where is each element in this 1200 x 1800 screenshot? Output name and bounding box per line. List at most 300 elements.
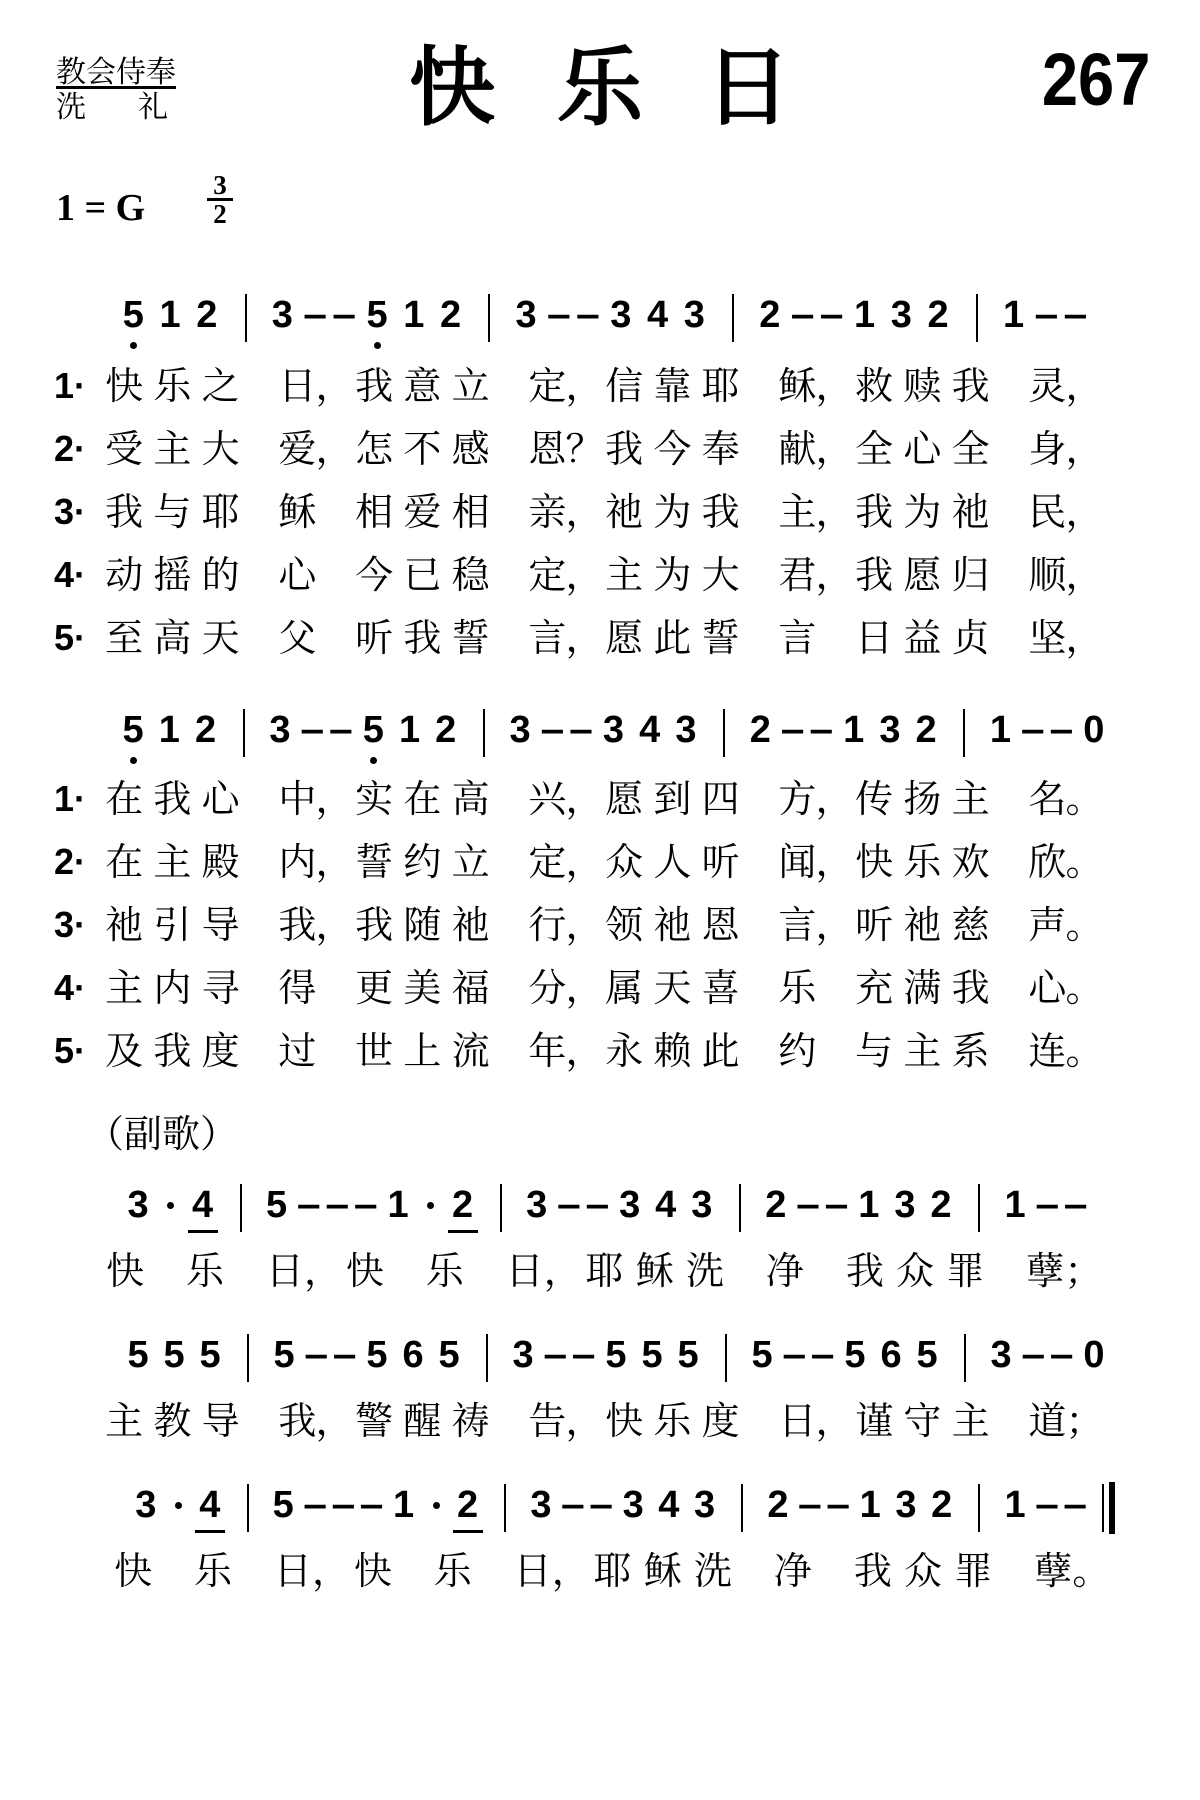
lyric-char: 上 (403, 1029, 442, 1073)
note: 5 (122, 709, 144, 751)
lyric-char: 立 (451, 840, 490, 884)
lyric-char: 系 (951, 1029, 990, 1073)
dash: ‒ (330, 709, 352, 751)
lyric-char: 顺 (1028, 553, 1067, 597)
note: 5 (438, 1334, 460, 1376)
lyric-punctuation: ， (815, 777, 854, 821)
bar-line (723, 709, 725, 757)
lyric-char: 日 (778, 1399, 817, 1443)
lyric-char: 稳 (451, 553, 490, 597)
lyric-char: 祂 (951, 490, 990, 534)
lyric-punctuation: 。 (1065, 1029, 1104, 1073)
lyric-punctuation: ； (1064, 1249, 1103, 1293)
lyric-char: 行 (528, 903, 567, 947)
note: 5 (641, 1334, 663, 1376)
lyric-char: 稣 (778, 364, 817, 408)
dash: ‒ (799, 1484, 821, 1526)
key-signature: 1 = G (56, 187, 146, 229)
lyric-char: 受 (105, 427, 144, 471)
dash: ‒ (1064, 1484, 1086, 1526)
verse-line-first-half (0, 362, 1200, 412)
bar-line (247, 1484, 249, 1532)
lyric-char: 誓 (451, 616, 490, 660)
bar-line (486, 1334, 488, 1382)
lyric-char: 听 (701, 840, 740, 884)
lyric-char: 恩 (528, 427, 567, 471)
lyric-char: 快 (106, 1249, 145, 1293)
lyric-char: 教 (153, 1399, 192, 1443)
lyric-char: 我 (951, 966, 990, 1010)
note: 1 (858, 1184, 880, 1226)
lyric-char: 耶 (585, 1249, 624, 1293)
lyric-char: 快 (345, 1249, 384, 1293)
lyric-char: 我 (153, 777, 192, 821)
music-line (0, 290, 1200, 350)
lyric-char: 我 (855, 490, 894, 534)
lyric-char: 主 (778, 490, 817, 534)
lyric-punctuation: ， (815, 364, 854, 408)
lyric-char: 今 (653, 427, 692, 471)
note: 1 (1003, 294, 1025, 336)
lyric-char: 与 (153, 490, 192, 534)
lyric-punctuation: ， (1065, 427, 1104, 471)
dash: ‒ (797, 1184, 819, 1226)
chorus-lyric-line (0, 1397, 1200, 1447)
lyric-punctuation: ， (315, 840, 354, 884)
lyric-char: 内 (278, 840, 317, 884)
lyric-char: 祂 (105, 903, 144, 947)
lyric-char: 耶 (701, 364, 740, 408)
lyric-punctuation: ， (315, 364, 354, 408)
lyric-punctuation: ； (1065, 1399, 1104, 1443)
note: 3 (675, 709, 697, 751)
lyric-char: 稣 (635, 1249, 674, 1293)
note: 5 (751, 1334, 773, 1376)
note: 4 (191, 1184, 214, 1226)
lyric-char: 听 (355, 616, 394, 660)
bar-line (504, 1484, 506, 1532)
verse-line-first-half (0, 425, 1200, 475)
lyric-char: 全 (855, 427, 894, 471)
lyric-char: 赖 (653, 1029, 692, 1073)
lyric-char: 日 (278, 364, 317, 408)
lyric-char: 此 (653, 616, 692, 660)
note: 2 (440, 294, 462, 336)
verse-line-first-half (0, 488, 1200, 538)
category-label-primary: 教会侍奉 (56, 55, 176, 90)
chorus-lyric-line (0, 1547, 1200, 1597)
note: 6 (880, 1334, 902, 1376)
lyric-char: 连 (1028, 1029, 1067, 1073)
lyric-char: 主 (105, 966, 144, 1010)
note: 4 (639, 709, 661, 751)
lyric-char: 寻 (201, 966, 240, 1010)
note: 5 (916, 1334, 938, 1376)
note: 1 (859, 1484, 881, 1526)
lyric-char: 在 (403, 777, 442, 821)
lyric-char: 我 (855, 553, 894, 597)
bar-line (483, 709, 485, 757)
augmentation-dot (433, 1502, 440, 1509)
lyric-char: 实 (355, 777, 394, 821)
lyric-char: 到 (653, 777, 692, 821)
lyric-punctuation: ， (312, 1549, 351, 1593)
lyric-char: 方 (778, 777, 817, 821)
lyric-char: 洗 (686, 1249, 725, 1293)
lyric-char: 随 (403, 903, 442, 947)
note: 5 (366, 294, 388, 336)
lyric-char: 乐 (153, 364, 192, 408)
bar-line (245, 294, 247, 342)
bar-line (976, 294, 978, 342)
chorus-lyric-line (0, 1247, 1200, 1297)
augmentation-dot (167, 1202, 174, 1209)
note: 3 (879, 709, 901, 751)
lyric-char: 传 (855, 777, 894, 821)
lyric-char: 言 (528, 616, 567, 660)
lyric-char: 约 (778, 1029, 817, 1073)
lyric-punctuation: ， (565, 966, 604, 1010)
bar-line (978, 1484, 980, 1532)
note: 1 (398, 709, 421, 751)
verse-line-first-half (0, 551, 1200, 601)
lyric-char: 誓 (701, 616, 740, 660)
lyric-char: 我 (951, 364, 990, 408)
bar-line (739, 1184, 741, 1232)
dash: ‒ (1064, 294, 1087, 336)
lyric-char: 不 (403, 427, 442, 471)
lyric-char: 充 (855, 966, 894, 1010)
note: 3 (530, 1484, 552, 1526)
lyric-char: 信 (605, 364, 644, 408)
dash: ‒ (590, 1484, 612, 1526)
music-line (0, 705, 1200, 765)
lyric-char: 日 (273, 1549, 312, 1593)
note: 3 (271, 294, 293, 336)
lyric-char: 君 (778, 553, 817, 597)
lyric-char: 至 (105, 616, 144, 660)
note: 6 (402, 1334, 424, 1376)
lyric-char: 耶 (593, 1549, 632, 1593)
lyric-char: 我 (355, 903, 394, 947)
lyric-char: 定 (528, 840, 567, 884)
lyric-char: 慈 (951, 903, 990, 947)
note: 5 (677, 1334, 699, 1376)
lyric-char: 祂 (451, 903, 490, 947)
lyric-char: 罪 (954, 1549, 993, 1593)
lyric-char: 导 (201, 1399, 240, 1443)
lyric-char: 我 (853, 1549, 892, 1593)
note: 4 (658, 1484, 680, 1526)
time-signature-numerator: 3 (213, 170, 227, 200)
lyric-char: 动 (105, 553, 144, 597)
lyric-char: 耶 (201, 490, 240, 534)
lyric-char: 主 (153, 840, 192, 884)
lyric-char: 主 (951, 1399, 990, 1443)
lyric-char: 父 (278, 616, 317, 660)
lyric-char: 与 (855, 1029, 894, 1073)
lyric-punctuation: ， (304, 1249, 343, 1293)
lyric-char: 乐 (778, 966, 817, 1010)
lyric-char: 救 (855, 364, 894, 408)
lyric-char: 度 (701, 1399, 740, 1443)
verse-number: 4· (54, 967, 87, 1008)
note: 1 (158, 709, 180, 751)
note: 3 (602, 709, 625, 751)
verse-line-second-half (0, 1027, 1200, 1077)
lyric-char: 坚 (1028, 616, 1067, 660)
lyric-char: 已 (403, 553, 442, 597)
note: 2 (194, 709, 217, 751)
note: 1 (989, 709, 1012, 751)
lyric-char: 主 (903, 1029, 942, 1073)
lyric-punctuation: ， (1065, 616, 1104, 660)
time-signature-denominator: 2 (207, 198, 233, 227)
lyric-char: 祷 (451, 1399, 490, 1443)
note: 5 (272, 1484, 294, 1526)
bar-line (488, 294, 490, 342)
note: 1 (1004, 1184, 1026, 1226)
lyric-punctuation: 。 (1065, 903, 1104, 947)
lyric-char: 今 (355, 553, 394, 597)
note: 5 (122, 294, 144, 336)
note: 3 (269, 709, 291, 751)
dash: ‒ (304, 294, 326, 336)
lyric-char: 在 (105, 777, 144, 821)
lyric-char: 身 (1028, 427, 1067, 471)
note: 3 (619, 1184, 641, 1226)
note: 3 (512, 1334, 534, 1376)
note: 4 (647, 294, 669, 336)
lyric-punctuation: ， (815, 1399, 854, 1443)
lyric-punctuation: 。 (1065, 966, 1104, 1010)
dash: ‒ (334, 1334, 356, 1376)
lyric-char: 乐 (425, 1249, 464, 1293)
verse-line-second-half (0, 775, 1200, 825)
note: 4 (199, 1484, 221, 1526)
dash: ‒ (326, 1184, 348, 1226)
lyric-punctuation: ， (565, 840, 604, 884)
lyric-char: 在 (105, 840, 144, 884)
lyric-char: 流 (451, 1029, 490, 1073)
dash: ‒ (783, 1334, 805, 1376)
lyric-char: 乐 (433, 1549, 472, 1593)
lyric-char: 誓 (355, 840, 394, 884)
lyric-char: 约 (403, 840, 442, 884)
lyric-char: 贞 (951, 616, 990, 660)
lyric-char: 我 (105, 490, 144, 534)
lyric-char: 欣 (1028, 840, 1067, 884)
lyric-char: 度 (201, 1029, 240, 1073)
lyric-char: 奉 (701, 427, 740, 471)
note: 2 (767, 1484, 789, 1526)
note: 3 (890, 294, 912, 336)
lyric-char: 言 (778, 903, 817, 947)
low-octave-dot (370, 757, 377, 764)
lyric-char: 主 (605, 553, 644, 597)
lyric-char: 日 (265, 1249, 304, 1293)
lyric-char: 永 (605, 1029, 644, 1073)
dash: ‒ (544, 1334, 566, 1376)
augmentation-dot (175, 1502, 182, 1509)
note: 3 (895, 1484, 917, 1526)
dash: ‒ (782, 709, 804, 751)
hymn-title: 快乐日 (409, 38, 853, 138)
bar-line (963, 709, 965, 757)
note: 2 (765, 1184, 787, 1226)
eighth-underline (453, 1530, 483, 1533)
note: 2 (196, 294, 218, 336)
lyric-char: 之 (201, 364, 240, 408)
note: 2 (435, 709, 457, 751)
lyric-char: 稣 (278, 490, 317, 534)
lyric-char: 爱 (278, 427, 317, 471)
lyric-char: 守 (903, 1399, 942, 1443)
bar-line (243, 709, 245, 757)
lyric-char: 我 (845, 1249, 884, 1293)
note: 3 (894, 1184, 916, 1226)
lyric-char: 定 (528, 553, 567, 597)
dash: ‒ (541, 709, 564, 751)
verse-number: 1· (54, 778, 87, 819)
lyric-punctuation: ， (815, 840, 854, 884)
lyric-char: 及 (105, 1029, 144, 1073)
lyric-char: 乐 (194, 1549, 233, 1593)
lyric-char: 名 (1028, 777, 1067, 821)
lyric-punctuation: ， (565, 616, 604, 660)
note: 2 (759, 294, 781, 336)
lyric-char: 孽 (1034, 1549, 1073, 1593)
lyric-char: 灵 (1028, 364, 1067, 408)
low-octave-dot (130, 757, 137, 764)
lyric-char: 殿 (201, 840, 240, 884)
lyric-char: 我 (403, 616, 442, 660)
lyric-char: 众 (896, 1249, 935, 1293)
note: 5 (199, 1334, 221, 1376)
lyric-punctuation: ， (315, 1399, 354, 1443)
note: 2 (930, 1184, 952, 1226)
lyric-char: 四 (701, 777, 740, 821)
dash: ‒ (792, 294, 814, 336)
lyric-char: 高 (451, 777, 490, 821)
note: 3 (509, 709, 531, 751)
note: 1 (843, 709, 865, 751)
dash: ‒ (305, 1334, 327, 1376)
lyric-char: 日 (505, 1249, 544, 1293)
lyric-char: 我 (701, 490, 740, 534)
lyric-char: 心 (903, 427, 942, 471)
lyric-char: 天 (653, 966, 692, 1010)
lyric-char: 立 (451, 364, 490, 408)
lyric-char: 导 (201, 903, 240, 947)
lyric-punctuation: ？ (565, 427, 604, 471)
lyric-char: 中 (278, 777, 317, 821)
verse-number: 2· (54, 841, 87, 882)
dash: ‒ (1050, 709, 1073, 751)
dash: ‒ (1065, 1184, 1087, 1226)
bar-line (247, 1334, 249, 1382)
lyric-punctuation: ， (565, 364, 604, 408)
lyric-char: 乐 (186, 1249, 225, 1293)
lyric-char: 快 (855, 840, 894, 884)
lyric-char: 此 (701, 1029, 740, 1073)
lyric-char: 恩 (701, 903, 740, 947)
dash: ‒ (304, 1484, 326, 1526)
lyric-char: 日 (855, 616, 894, 660)
lyric-char: 赎 (903, 364, 942, 408)
lyric-char: 扬 (903, 777, 942, 821)
dash: ‒ (298, 1184, 320, 1226)
note: 3 (683, 294, 705, 336)
lyric-char: 更 (355, 966, 394, 1010)
verse-line-second-half (0, 838, 1200, 888)
lyric-punctuation: ， (815, 553, 854, 597)
verse-number: 5· (54, 1030, 87, 1071)
verse-line-second-half (0, 964, 1200, 1014)
lyric-char: 亲 (528, 490, 567, 534)
note: 3 (135, 1484, 157, 1526)
lyric-char: 祂 (903, 903, 942, 947)
lyric-char: 告 (528, 1399, 567, 1443)
bar-line (732, 294, 734, 342)
dash: ‒ (821, 294, 843, 336)
dash: ‒ (1036, 1484, 1058, 1526)
lyric-char: 民 (1028, 490, 1067, 534)
lyric-char: 内 (153, 966, 192, 1010)
dash: ‒ (1051, 1334, 1073, 1376)
lyric-char: 意 (403, 364, 442, 408)
lyric-char: 罪 (946, 1249, 985, 1293)
lyric-char: 愿 (605, 777, 644, 821)
lyric-char: 快 (114, 1549, 153, 1593)
lyric-char: 快 (353, 1549, 392, 1593)
lyric-char: 稣 (643, 1549, 682, 1593)
note: 3 (515, 294, 537, 336)
dash: ‒ (570, 709, 592, 751)
lyric-char: 洗 (694, 1549, 733, 1593)
time-signature (207, 172, 233, 227)
note: 0 (1083, 709, 1105, 751)
dash: ‒ (355, 1184, 377, 1226)
lyric-punctuation: ， (1065, 364, 1104, 408)
lyric-punctuation: ， (565, 553, 604, 597)
lyric-punctuation: ， (315, 777, 354, 821)
lyric-char: 净 (765, 1249, 804, 1293)
lyric-punctuation: ， (565, 777, 604, 821)
lyric-punctuation: 。 (1065, 777, 1104, 821)
dash: ‒ (301, 709, 323, 751)
lyric-punctuation: ， (565, 903, 604, 947)
dash: ‒ (1022, 709, 1044, 751)
lyric-char: 为 (903, 490, 942, 534)
lyric-char: 归 (951, 553, 990, 597)
lyric-char: 净 (773, 1549, 812, 1593)
lyric-char: 心 (278, 553, 317, 597)
lyric-char: 众 (605, 840, 644, 884)
lyric-char: 相 (451, 490, 490, 534)
lyric-char: 主 (105, 1399, 144, 1443)
lyric-char: 心 (1028, 966, 1067, 1010)
lyric-char: 众 (904, 1549, 943, 1593)
note: 3 (610, 294, 632, 336)
lyric-char: 引 (153, 903, 192, 947)
lyric-char: 献 (778, 427, 817, 471)
augmentation-dot (427, 1202, 434, 1209)
note: 2 (452, 1184, 474, 1226)
lyric-char: 快 (605, 1399, 644, 1443)
verse-number: 3· (54, 904, 87, 945)
dash: ‒ (810, 709, 832, 751)
